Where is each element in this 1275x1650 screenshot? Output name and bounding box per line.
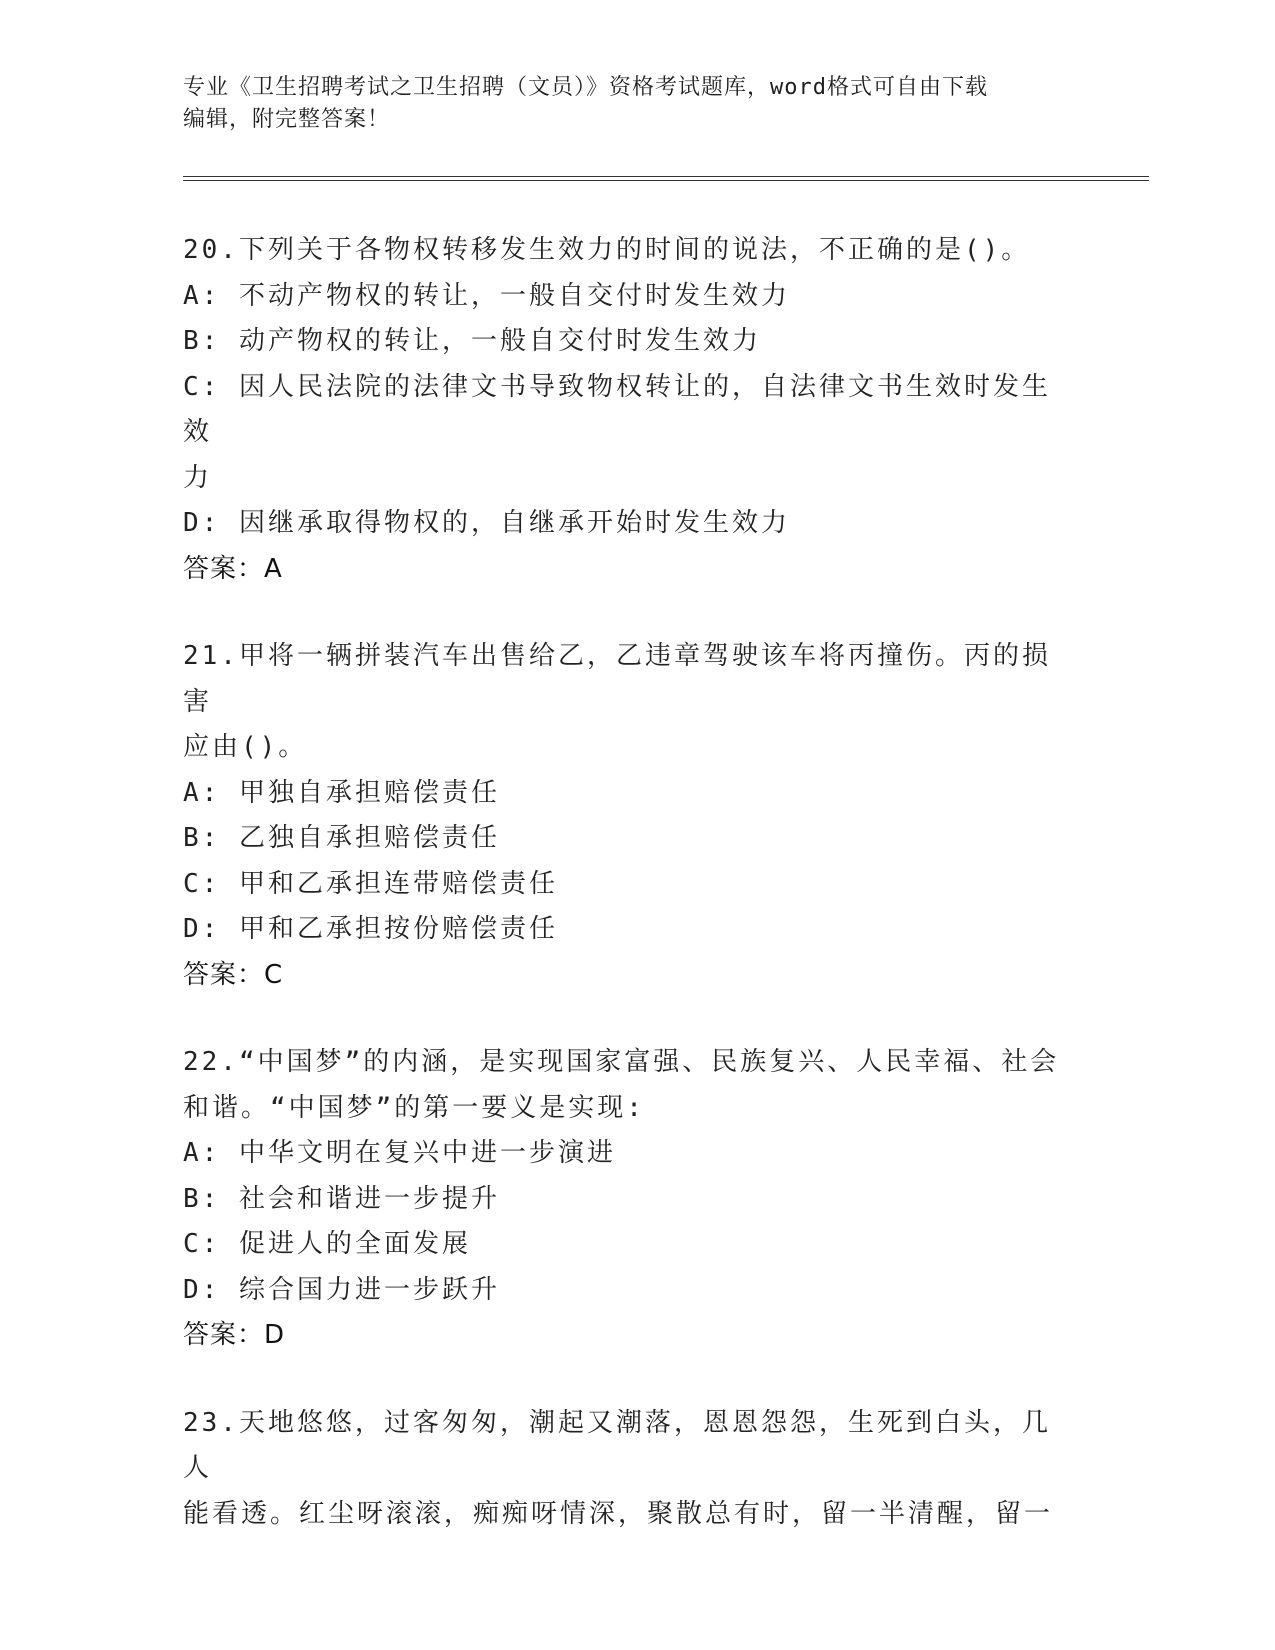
option-line: D: 甲和乙承担按份赔偿责任 [183,914,558,944]
question-stem: 21.甲将一辆拼装汽车出售给乙，乙违章驾驶该车将丙撞伤。丙的损害 [183,641,1051,717]
answer-label: 答案：D [183,1320,286,1350]
option-line: B: 动产物权的转让，一般自交付时发生效力 [183,326,761,356]
question-stem: 能看透。红尘呀滚滚，痴痴呀情深，聚散总有时，留一半清醒，留一 [183,1498,1054,1529]
header-line-1: 专业《卫生招聘考试之卫生招聘（文员）》资格考试题库，word格式可自由下载 [183,75,988,100]
header-divider [183,176,1149,181]
answer-label: 答案：C [183,959,284,990]
option-line: A: 甲独自承担赔偿责任 [183,777,500,808]
document-header [183,72,1063,136]
question-block [183,1040,1073,1359]
question-stem: 22.“中国梦”的内涵，是实现国家富强、民族复兴、人民幸福、社会 [183,1047,1060,1077]
header-line-2: 编辑，附完整答案！ [183,107,391,132]
question-stem: 23.天地悠悠，过客匆匆，潮起又潮落，恩恩怨怨，生死到白头，几人 [183,1407,1051,1483]
question-stem: 应由()。 [183,732,308,762]
question-stem: 和谐。“中国梦”的第一要义是实现: [183,1092,645,1123]
option-line: C: 促进人的全面发展 [183,1229,471,1259]
option-line: A: 中华文明在复兴中进一步演进 [183,1138,616,1168]
option-line: A: 不动产物权的转让，一般自交付时发生效力 [183,280,790,311]
question-list [183,228,1073,1579]
option-line: D: 综合国力进一步跃升 [183,1274,500,1305]
question-block [183,228,1073,592]
option-line: B: 乙独自承担赔偿责任 [183,823,500,853]
question-block [183,1401,1073,1538]
option-line: C: 甲和乙承担连带赔偿责任 [183,868,558,899]
question-block [183,634,1073,998]
option-line: B: 社会和谐进一步提升 [183,1183,500,1214]
answer-label: 答案：A [183,553,283,584]
option-line: 力 [183,462,213,493]
question-stem: 20.下列关于各物权转移发生效力的时间的说法，不正确的是()。 [183,235,1031,265]
option-line: C: 因人民法院的法律文书导致物权转让的，自法律文书生效时发生效 [183,371,1051,447]
option-line: D: 因继承取得物权的，自继承开始时发生效力 [183,508,790,538]
